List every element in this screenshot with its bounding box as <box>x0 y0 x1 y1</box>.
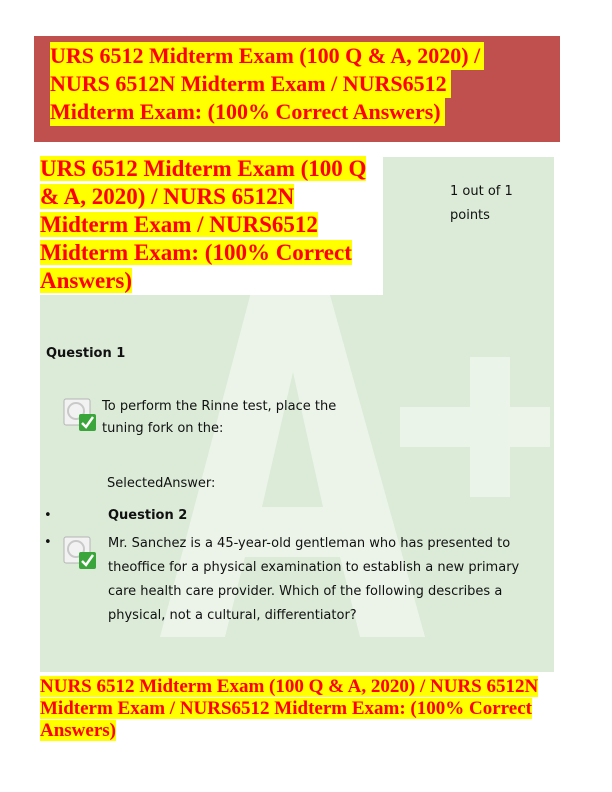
correct-answer-check-icon <box>63 536 97 570</box>
selected-answer-label: SelectedAnswer: <box>107 476 216 491</box>
list-bullet: • <box>44 508 52 523</box>
banner-title-line-3: Midterm Exam: (100% Correct Answers) <box>50 98 445 126</box>
question-2-label: Question 2 <box>108 508 188 523</box>
banner-title-line-2: NURS 6512N Midterm Exam / NURS6512 <box>50 70 451 98</box>
title-banner <box>34 36 560 142</box>
footer-heading <box>40 676 560 742</box>
correct-answer-check-icon <box>63 398 97 432</box>
banner-title <box>50 42 550 126</box>
document-heading <box>40 155 380 295</box>
document-heading-text: URS 6512 Midterm Exam (100 Q & A, 2020) / NURS 6512N Midterm Exam / NURS6512 Midterm Exam: (100% Correct Answers) <box>40 156 367 293</box>
footer-heading-text: NURS 6512 Midterm Exam (100 Q & A, 2020) / NURS 6512N Midterm Exam / NURS6512 Midterm Exam: (100% Correct Answers) <box>40 676 539 741</box>
list-bullet: • <box>44 535 52 550</box>
question-1-label: Question 1 <box>46 346 126 361</box>
question-1-text: To perform the Rinne test, place the tuning fork on the: <box>102 399 337 436</box>
points-score: 1 out of 1 points <box>450 184 513 223</box>
banner-title-line-1: URS 6512 Midterm Exam (100 Q & A, 2020) / <box>50 42 484 70</box>
question-2-text: Mr. Sanchez is a 45-year-old gentleman who has presented to theoffice for a physical examination to establish a new primary care health care provider. Which of the following describes a physical, not a cultural, differentiator? <box>108 536 520 623</box>
